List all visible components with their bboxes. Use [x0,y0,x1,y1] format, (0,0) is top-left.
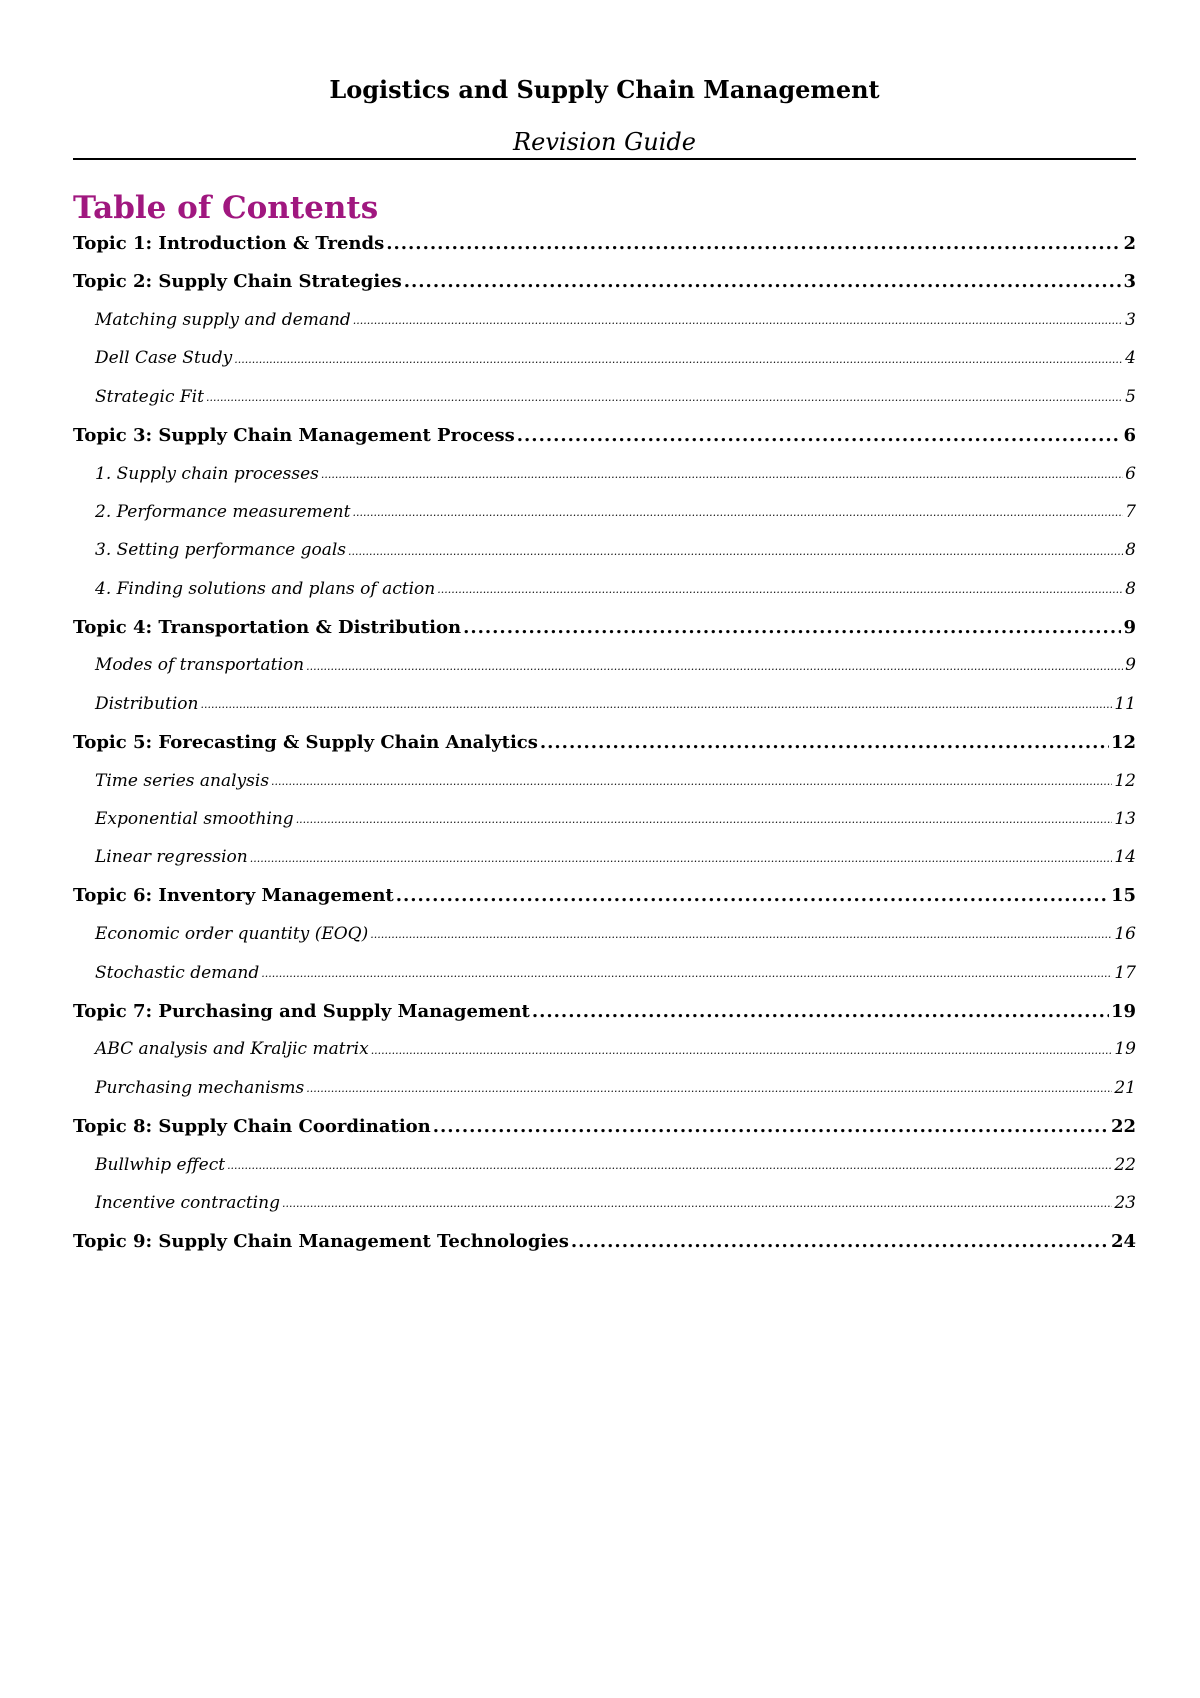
toc-subtopic-entry[interactable] [73,646,1136,684]
toc-page-number[interactable]: 24 [1110,1230,1136,1252]
toc-topic-entry[interactable] [73,608,1136,646]
header-rule [73,158,1136,160]
table-of-contents [73,224,1136,1261]
toc-topic-entry[interactable] [73,1107,1136,1145]
toc-page-number[interactable]: 15 [1110,885,1136,907]
toc-dot-leader [532,1001,1109,1022]
toc-page-number[interactable]: 13 [1114,809,1136,830]
toc-entry-label[interactable]: Topic 7: Purchasing and Supply Management [73,1000,530,1022]
toc-page-number[interactable]: 9 [1125,655,1136,676]
toc-page-number[interactable]: 17 [1114,962,1136,983]
toc-page-number[interactable]: 23 [1114,1192,1136,1213]
toc-entry-label[interactable]: Linear regression [95,847,248,868]
toc-page-number[interactable]: 21 [1114,1077,1136,1098]
toc-page-number[interactable]: 8 [1125,578,1136,599]
toc-subtopic-entry[interactable] [73,493,1136,531]
toc-entry-label[interactable]: Purchasing mechanisms [95,1077,305,1098]
toc-entry-label[interactable]: Modes of transportation [95,655,305,676]
toc-dot-leader [404,271,1122,292]
toc-entry-label[interactable]: Bullwhip effect [95,1154,226,1175]
toc-subtopic-entry[interactable] [73,301,1136,339]
toc-dot-leader [353,314,1123,339]
toc-entry-label[interactable]: Matching supply and demand [95,309,351,330]
toc-dot-leader [321,468,1123,493]
toc-page-number[interactable]: 12 [1114,770,1136,791]
toc-dot-leader [271,775,1112,800]
toc-entry-label[interactable]: Dell Case Study [95,348,233,369]
toc-entry-label[interactable]: Topic 2: Supply Chain Strategies [73,271,402,293]
toc-dot-leader [296,813,1113,838]
toc-dot-leader [517,425,1122,446]
toc-page-number[interactable]: 8 [1125,540,1136,561]
toc-subtopic-entry[interactable] [73,915,1136,953]
toc-dot-leader [540,732,1109,753]
toc-entry-label[interactable]: Topic 1: Introduction & Trends [73,232,385,254]
toc-entry-label[interactable]: 4. Finding solutions and plans of action [95,578,436,599]
toc-dot-leader [250,852,1113,877]
toc-topic-entry[interactable] [73,1222,1136,1260]
toc-subtopic-entry[interactable] [73,454,1136,492]
toc-entry-label[interactable]: Topic 6: Inventory Management [73,885,394,907]
toc-subtopic-entry[interactable] [73,1030,1136,1068]
toc-page-number[interactable]: 19 [1110,1000,1136,1022]
toc-page-number[interactable]: 22 [1114,1154,1136,1175]
toc-dot-leader [306,1082,1112,1107]
toc-topic-entry[interactable] [73,224,1136,262]
toc-subtopic-entry[interactable] [73,339,1136,377]
toc-dot-leader [352,506,1123,531]
toc-page-number[interactable]: 6 [1123,424,1136,446]
toc-entry-label[interactable]: 2. Performance measurement [95,501,351,522]
toc-dot-leader [370,928,1112,953]
toc-dot-leader [437,583,1123,608]
toc-dot-leader [433,1116,1109,1137]
toc-dot-leader [396,885,1109,906]
toc-entry-label[interactable]: Time series analysis [95,770,270,791]
toc-dot-leader [261,967,1112,992]
toc-page-number[interactable]: 2 [1123,232,1136,254]
toc-subtopic-entry[interactable] [73,800,1136,838]
toc-entry-label[interactable]: 3. Setting performance goals [95,540,346,561]
toc-page-number[interactable]: 3 [1125,309,1136,330]
toc-page-number[interactable]: 22 [1110,1115,1136,1137]
document-subtitle: Revision Guide [513,128,696,156]
toc-entry-label[interactable]: ABC analysis and Kraljic matrix [95,1039,369,1060]
toc-heading: Table of Contents [73,190,379,226]
toc-dot-leader [234,353,1123,378]
toc-subtopic-entry[interactable] [73,1145,1136,1183]
toc-entry-label[interactable]: Distribution [95,693,199,714]
toc-subtopic-entry[interactable] [73,953,1136,991]
toc-entry-label[interactable]: Strategic Fit [95,386,204,407]
toc-subtopic-entry[interactable] [73,838,1136,876]
toc-page-number[interactable]: 14 [1114,847,1136,868]
toc-topic-entry[interactable] [73,416,1136,454]
toc-subtopic-entry[interactable] [73,1069,1136,1107]
toc-entry-label[interactable]: Topic 9: Supply Chain Management Technologies [73,1230,569,1252]
toc-page-number[interactable]: 16 [1114,924,1136,945]
toc-topic-entry[interactable] [73,877,1136,915]
toc-dot-leader [463,617,1121,638]
toc-dot-leader [348,545,1123,570]
toc-entry-label[interactable]: Incentive contracting [95,1192,280,1213]
toc-entry-label[interactable]: Topic 8: Supply Chain Coordination [73,1115,431,1137]
toc-dot-leader [306,660,1123,685]
toc-entry-label[interactable]: Topic 5: Forecasting & Supply Chain Analytics [73,731,538,753]
toc-page-number[interactable]: 6 [1125,463,1136,484]
toc-dot-leader [206,391,1123,416]
toc-page-number[interactable]: 7 [1125,501,1136,522]
toc-subtopic-entry[interactable] [73,761,1136,799]
toc-subtopic-entry[interactable] [73,1184,1136,1222]
toc-entry-label[interactable]: Economic order quantity (EOQ) [95,924,369,945]
toc-page-number[interactable]: 4 [1125,348,1136,369]
toc-subtopic-entry[interactable] [73,378,1136,416]
toc-entry-label[interactable]: Topic 3: Supply Chain Management Process [73,424,515,446]
toc-subtopic-entry[interactable] [73,570,1136,608]
toc-topic-entry[interactable] [73,262,1136,300]
toc-topic-entry[interactable] [73,992,1136,1030]
toc-topic-entry[interactable] [73,723,1136,761]
toc-entry-label[interactable]: 1. Supply chain processes [95,463,319,484]
toc-dot-leader [386,233,1121,254]
toc-dot-leader [282,1197,1112,1222]
toc-page-number[interactable]: 11 [1114,693,1136,714]
toc-subtopic-entry[interactable] [73,531,1136,569]
toc-dot-leader [227,1159,1112,1184]
toc-page-number[interactable]: 5 [1125,386,1136,407]
toc-page-number[interactable]: 19 [1114,1039,1136,1060]
toc-dot-leader [571,1231,1109,1252]
toc-dot-leader [200,698,1112,723]
toc-subtopic-entry[interactable] [73,685,1136,723]
toc-dot-leader [371,1044,1113,1069]
toc-page-number[interactable]: 9 [1123,616,1136,638]
toc-entry-label[interactable]: Stochastic demand [95,962,260,983]
toc-page-number[interactable]: 12 [1110,731,1136,753]
document-title: Logistics and Supply Chain Management [329,75,880,104]
toc-entry-label[interactable]: Exponential smoothing [95,809,294,830]
toc-page-number[interactable]: 3 [1123,271,1136,293]
toc-entry-label[interactable]: Topic 4: Transportation & Distribution [73,616,462,638]
